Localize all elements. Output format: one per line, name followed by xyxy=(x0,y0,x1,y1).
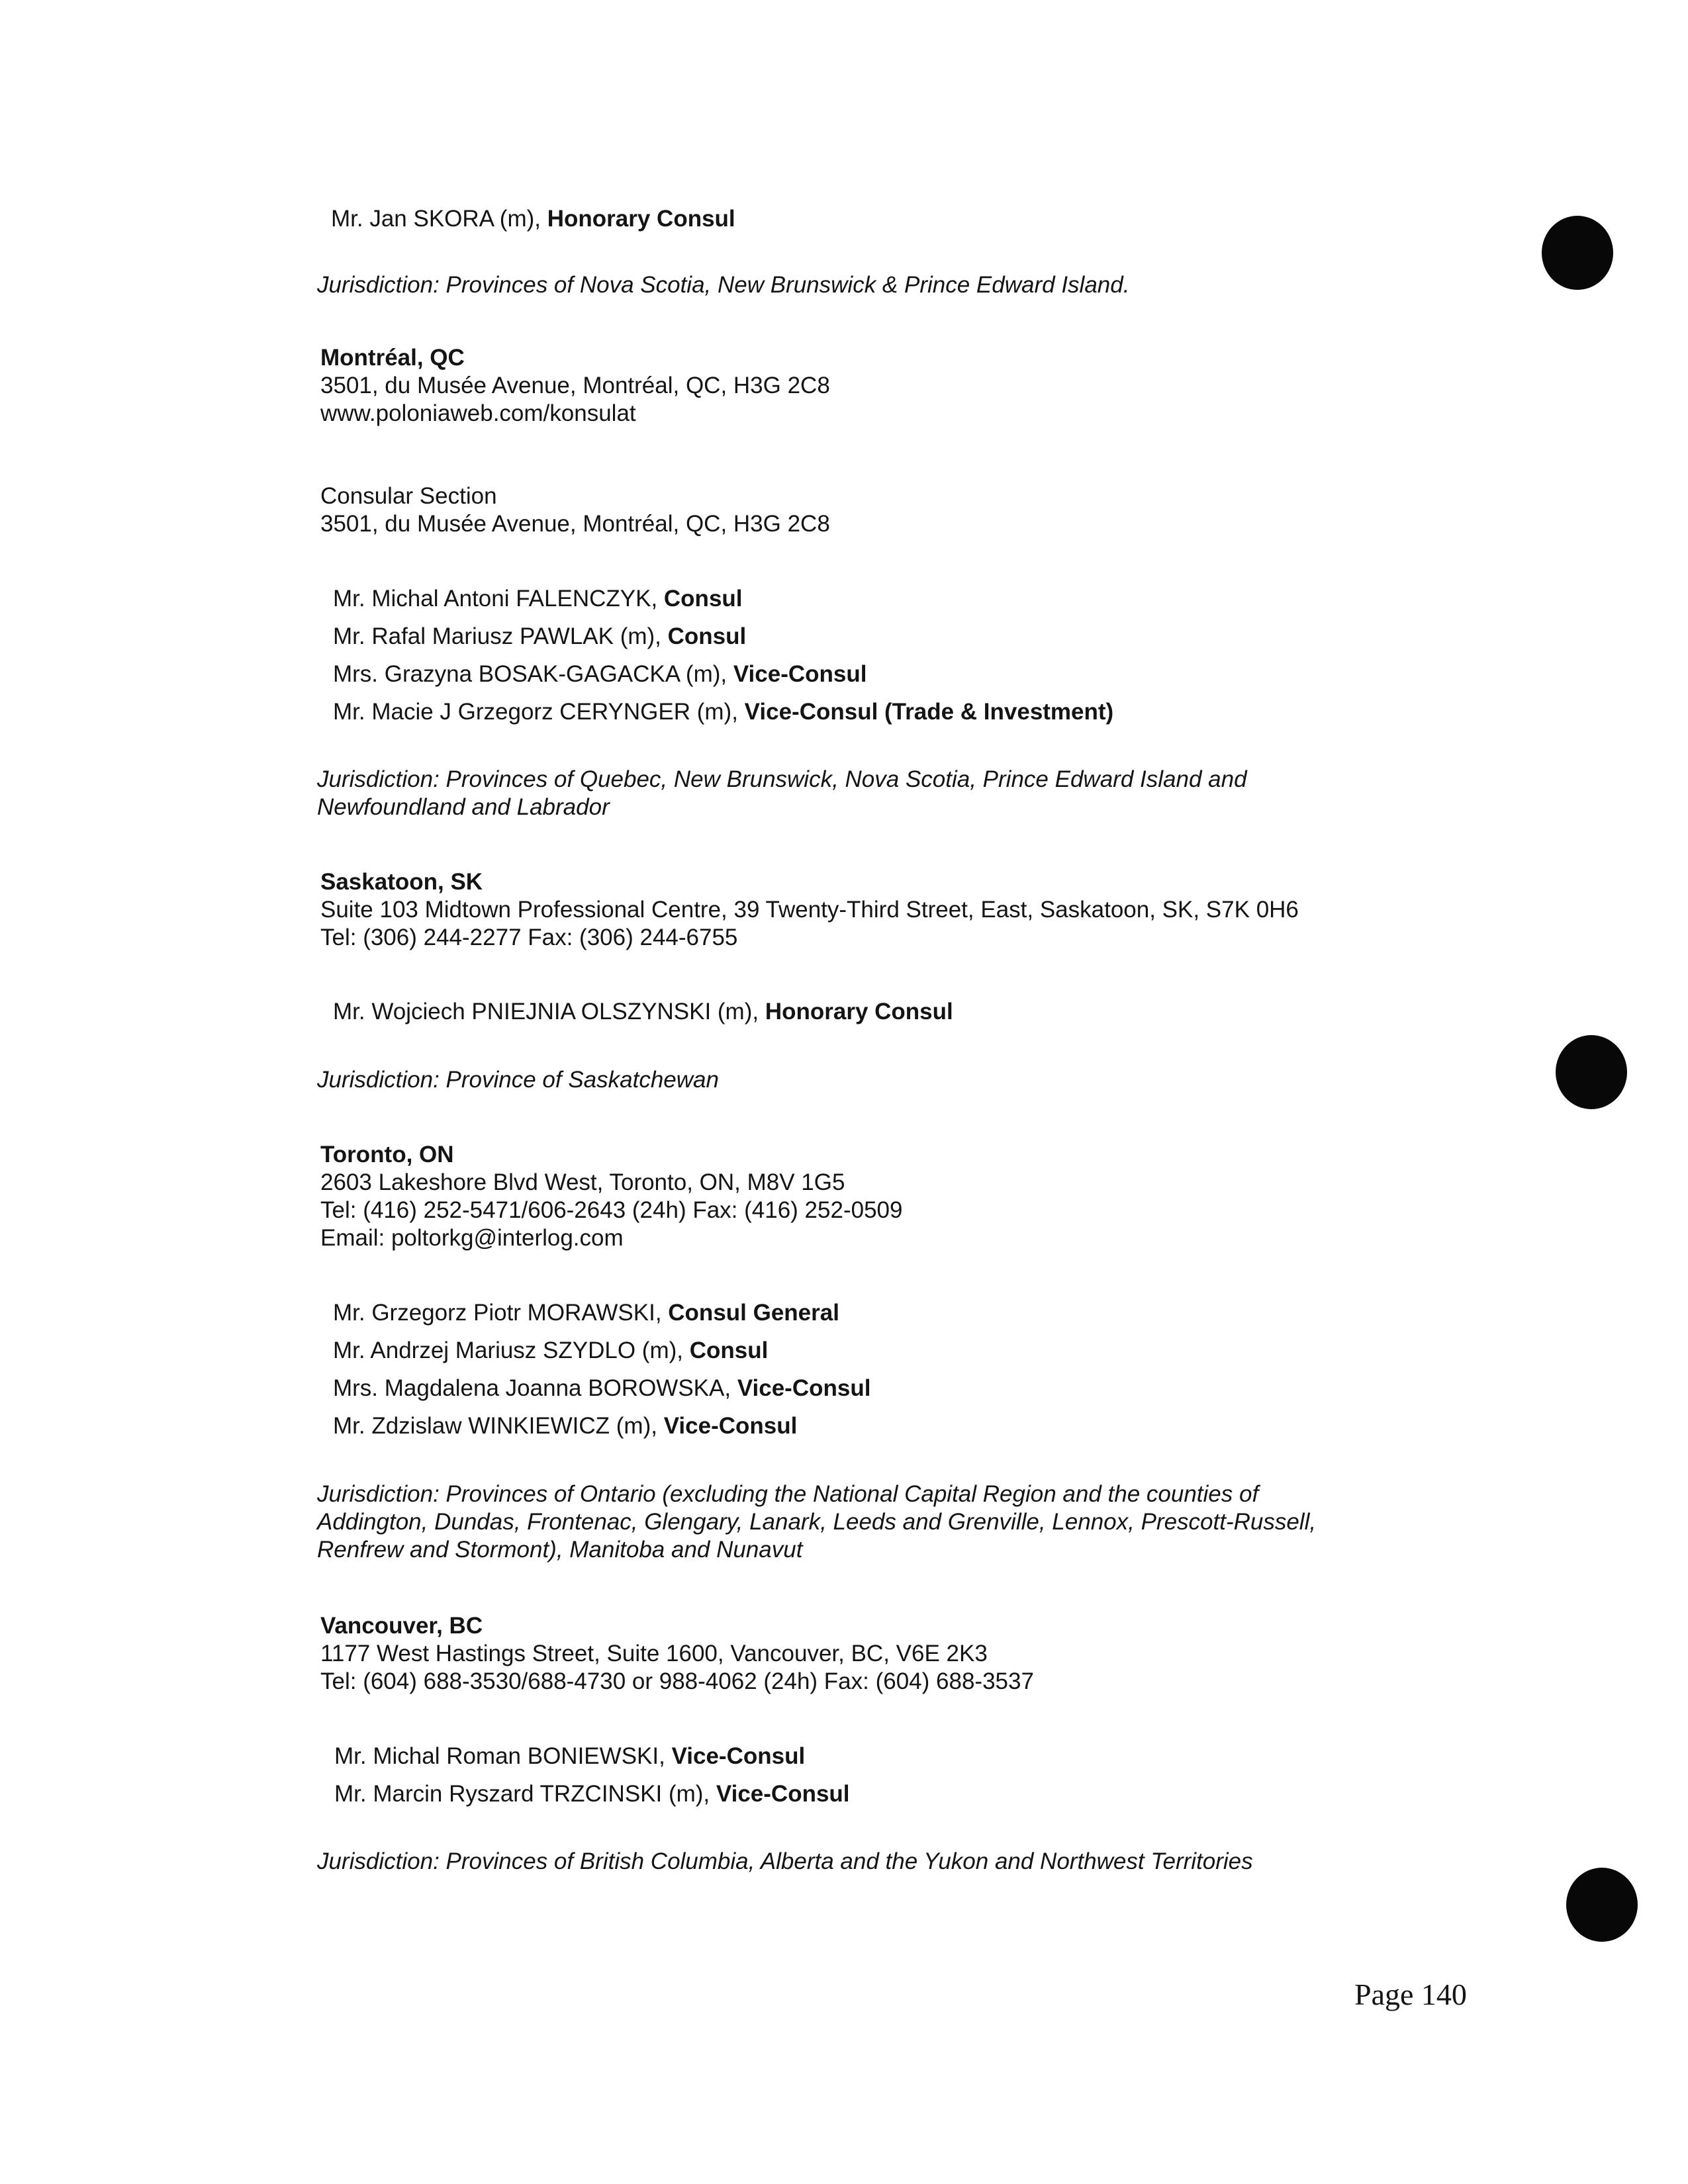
phone-saskatoon: Tel: (306) 244-2277 Fax: (306) 244-6755 xyxy=(320,925,738,950)
page-number: Page 140 xyxy=(1354,1978,1467,2011)
punch-hole-middle xyxy=(1556,1035,1627,1109)
staff-name: Mr. Zdzislaw WINKIEWICZ (m), xyxy=(333,1413,664,1439)
staff-title: Honorary Consul xyxy=(547,206,735,232)
staff-entry xyxy=(333,1412,797,1440)
staff-entry xyxy=(333,1299,839,1327)
staff-entry xyxy=(333,585,743,613)
staff-title: Vice-Consul xyxy=(671,1743,806,1769)
address-saskatoon: Suite 103 Midtown Professional Centre, 39 Twenty-Third Street, East, Saskatoon, SK, S7K 0H6 xyxy=(320,897,1299,923)
staff-title: Vice-Consul xyxy=(663,1413,798,1439)
staff-title: Vice-Consul xyxy=(737,1375,871,1401)
staff-entry xyxy=(333,660,867,688)
staff-name: Mr. Rafal Mariusz PAWLAK (m), xyxy=(333,623,668,649)
staff-name: Mrs. Magdalena Joanna BOROWSKA, xyxy=(333,1375,737,1401)
staff-entry xyxy=(334,1743,805,1770)
jurisdiction-skora: Jurisdiction: Provinces of Nova Scotia, New Brunswick & Prince Edward Island. xyxy=(317,272,1130,298)
address-vancouver: 1177 West Hastings Street, Suite 1600, Vancouver, BC, V6E 2K3 xyxy=(320,1641,988,1666)
staff-entry xyxy=(333,623,746,651)
staff-name: Mr. Marcin Ryszard TRZCINSKI (m), xyxy=(334,1781,716,1807)
jurisdiction-vancouver: Jurisdiction: Provinces of British Columbia, Alberta and the Yukon and Northwest Territories xyxy=(317,1848,1253,1874)
punch-hole-top xyxy=(1542,216,1613,290)
address-toronto: 2603 Lakeshore Blvd West, Toronto, ON, M8V 1G5 xyxy=(320,1169,845,1195)
jurisdiction-toronto-line-1: Jurisdiction: Provinces of Ontario (excluding the National Capital Region and the counties of xyxy=(317,1481,1259,1507)
staff-title: Consul xyxy=(663,586,743,612)
staff-entry xyxy=(333,998,953,1026)
heading-toronto: Toronto, ON xyxy=(320,1142,454,1167)
staff-entry-skora xyxy=(331,205,735,233)
consular-section-label: Consular Section xyxy=(320,483,497,509)
staff-entry xyxy=(333,1375,870,1402)
staff-title: Consul General xyxy=(668,1300,839,1326)
website-link-montreal[interactable]: www.poloniaweb.com/konsulat xyxy=(320,400,636,426)
staff-name: Mr. Wojciech PNIEJNIA OLSZYNSKI (m), xyxy=(333,999,765,1024)
email-toronto[interactable]: Email: poltorkg@interlog.com xyxy=(320,1225,624,1251)
staff-title: Vice-Consul xyxy=(716,1781,850,1807)
staff-name: Mr. Andrzej Mariusz SZYDLO (m), xyxy=(333,1338,690,1363)
punch-hole-bottom xyxy=(1566,1868,1638,1942)
staff-name: Mr. Michal Roman BONIEWSKI, xyxy=(334,1743,672,1769)
heading-montreal: Montréal, QC xyxy=(320,345,465,371)
address-montreal: 3501, du Musée Avenue, Montréal, QC, H3G 2C8 xyxy=(320,373,830,398)
jurisdiction-montreal-line-1: Jurisdiction: Provinces of Quebec, New Brunswick, Nova Scotia, Prince Edward Island and xyxy=(317,766,1247,792)
staff-entry xyxy=(333,1337,768,1365)
staff-entry xyxy=(334,1780,850,1808)
jurisdiction-toronto-line-2: Addington, Dundas, Frontenac, Glengary, Lanark, Leeds and Grenville, Lennox, Prescott-Russell, xyxy=(317,1509,1317,1535)
staff-name: Mr. Macie J Grzegorz CERYNGER (m), xyxy=(333,699,745,725)
jurisdiction-saskatoon: Jurisdiction: Province of Saskatchewan xyxy=(317,1067,719,1093)
staff-title: Honorary Consul xyxy=(765,999,953,1024)
jurisdiction-toronto-line-3: Renfrew and Stormont), Manitoba and Nunavut xyxy=(317,1537,803,1563)
staff-entry xyxy=(333,698,1113,726)
staff-title: Vice-Consul (Trade & Investment) xyxy=(744,699,1114,725)
staff-title: Consul xyxy=(689,1338,769,1363)
heading-saskatoon: Saskatoon, SK xyxy=(320,869,483,895)
jurisdiction-montreal-line-2: Newfoundland and Labrador xyxy=(317,794,610,820)
staff-name: Mrs. Grazyna BOSAK-GAGACKA (m), xyxy=(333,661,733,687)
phone-vancouver: Tel: (604) 688-3530/688-4730 or 988-4062 (24h) Fax: (604) 688-3537 xyxy=(320,1668,1034,1694)
staff-title: Consul xyxy=(667,623,747,649)
phone-toronto: Tel: (416) 252-5471/606-2643 (24h) Fax: (416) 252-0509 xyxy=(320,1197,903,1223)
staff-name: Mr. Michal Antoni FALENCZYK, xyxy=(333,586,664,612)
staff-name: Mr. Jan SKORA (m), xyxy=(331,206,547,232)
heading-vancouver: Vancouver, BC xyxy=(320,1613,483,1639)
staff-title: Vice-Consul xyxy=(733,661,867,687)
staff-name: Mr. Grzegorz Piotr MORAWSKI, xyxy=(333,1300,669,1326)
consular-section-address: 3501, du Musée Avenue, Montréal, QC, H3G 2C8 xyxy=(320,511,830,537)
